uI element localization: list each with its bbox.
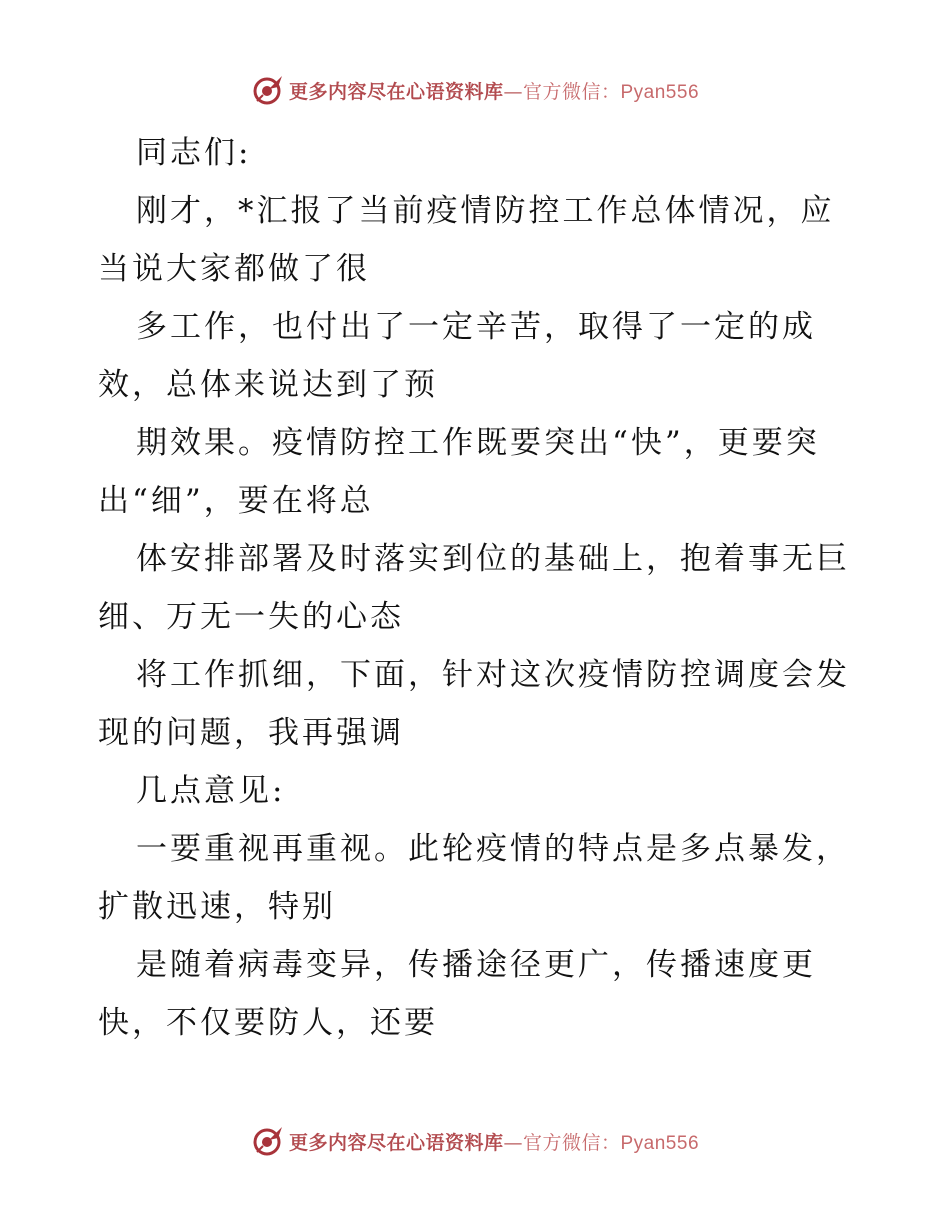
document-body — [98, 124, 858, 1052]
document-line: 现的问题，我再强调 — [98, 715, 404, 751]
document-line: 出“细”，要在将总 — [98, 483, 374, 519]
footer-separator: — — [503, 1131, 523, 1154]
document-line: 效，总体来说达到了预 — [98, 367, 438, 403]
header-wechat-text: 官方微信：Pyan556 — [523, 81, 700, 103]
document-line: 期效果。疫情防控工作既要突出“快”，更要突 — [136, 425, 820, 461]
document-line: 细、万无一失的心态 — [98, 599, 404, 635]
document-line: 几点意见: — [136, 773, 286, 809]
document-line: 同志们: — [136, 135, 252, 171]
header-banner — [0, 72, 950, 108]
footer-wechat-text: 官方微信：Pyan556 — [523, 1132, 700, 1154]
document-line: 一要重视再重视。此轮疫情的特点是多点暴发， — [136, 831, 850, 867]
footer-banner-text — [289, 1128, 699, 1155]
header-brand-text: 更多内容尽在心语资料库 — [288, 80, 504, 103]
footer-banner — [0, 1123, 950, 1159]
document-line: 刚才，*汇报了当前疫情防控工作总体情况，应 — [136, 193, 835, 229]
document-line: 将工作抓细，下面，针对这次疫情防控调度会发 — [136, 657, 850, 693]
document-line: 快，不仅要防人，还要 — [98, 1005, 438, 1041]
document-line: 体安排部署及时落实到位的基础上，抱着事无巨 — [136, 541, 850, 577]
document-line: 当说大家都做了很 — [98, 251, 370, 287]
header-banner-text — [289, 77, 699, 104]
document-line: 是随着病毒变异，传播途径更广，传播速度更 — [136, 947, 816, 983]
quill-pen-logo-icon — [251, 73, 285, 107]
document-line: 多工作，也付出了一定辛苦，取得了一定的成 — [136, 309, 816, 345]
quill-pen-logo-icon — [251, 1124, 285, 1158]
header-separator: — — [503, 80, 523, 103]
document-line: 扩散迅速，特别 — [98, 889, 336, 925]
footer-brand-text: 更多内容尽在心语资料库 — [288, 1131, 504, 1154]
